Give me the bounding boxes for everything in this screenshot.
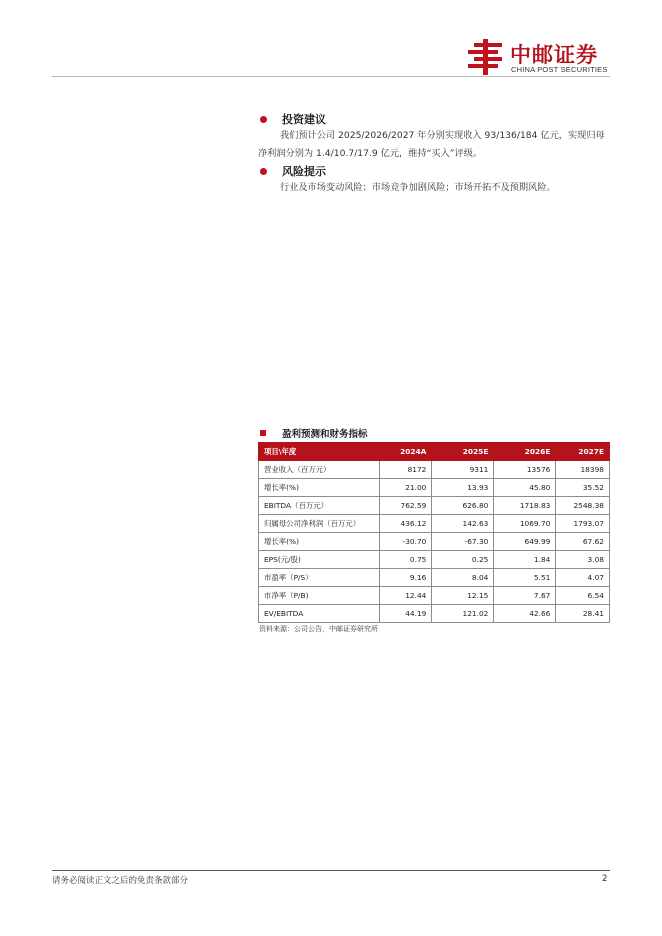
table-cell: 45.80 bbox=[494, 479, 556, 497]
table-cell: 626.80 bbox=[432, 497, 494, 515]
row-label: 市盈率（P/S） bbox=[259, 569, 380, 587]
logo-chinese-name: 中邮证券 bbox=[510, 43, 598, 67]
header-cell: 项目\年度 bbox=[259, 443, 380, 461]
table-row bbox=[259, 479, 610, 497]
row-label: 归属母公司净利润（百万元） bbox=[259, 515, 380, 533]
brand-logo bbox=[466, 38, 612, 76]
bullet-dot-icon bbox=[260, 168, 267, 175]
china-post-logo-icon bbox=[466, 38, 506, 76]
table-cell: 4.07 bbox=[556, 569, 610, 587]
table-cell: 12.15 bbox=[432, 587, 494, 605]
table-cell: 3.08 bbox=[556, 551, 610, 569]
table-cell: 67.62 bbox=[556, 533, 610, 551]
table-cell: 0.75 bbox=[379, 551, 432, 569]
table-row bbox=[259, 605, 610, 623]
table-cell: 9311 bbox=[432, 461, 494, 479]
table-cell: 0.25 bbox=[432, 551, 494, 569]
table-cell: 1718.83 bbox=[494, 497, 556, 515]
table-cell: 1793.07 bbox=[556, 515, 610, 533]
table-cell: 9.16 bbox=[379, 569, 432, 587]
table-cell: 6.54 bbox=[556, 587, 610, 605]
table-cell: 121.02 bbox=[432, 605, 494, 623]
table-cell: 142.63 bbox=[432, 515, 494, 533]
table-cell: 42.66 bbox=[494, 605, 556, 623]
table-cell: 28.41 bbox=[556, 605, 610, 623]
table-cell: 12.44 bbox=[379, 587, 432, 605]
header-cell: 2027E bbox=[556, 443, 610, 461]
investment-title: 投资建议 bbox=[282, 113, 326, 126]
risk-text: 行业及市场变动风险；市场竞争加剧风险；市场开拓不及预期风险。 bbox=[280, 182, 556, 193]
table-cell: 13576 bbox=[494, 461, 556, 479]
table-row bbox=[259, 461, 610, 479]
table-cell: 1.84 bbox=[494, 551, 556, 569]
table-source: 资料来源：公司公告，中邮证券研究所 bbox=[259, 625, 378, 633]
row-label: EBITDA（百万元） bbox=[259, 497, 380, 515]
risk-heading bbox=[258, 163, 610, 179]
forecast-table bbox=[258, 442, 610, 623]
header-cell: 2025E bbox=[432, 443, 494, 461]
row-label: 增长率(%) bbox=[259, 533, 380, 551]
footer-divider bbox=[52, 870, 610, 871]
table-cell: 8172 bbox=[379, 461, 432, 479]
logo-english-name: CHINA POST SECURITIES bbox=[511, 65, 608, 74]
table-row bbox=[259, 497, 610, 515]
header-cell: 2026E bbox=[494, 443, 556, 461]
table-cell: -67.30 bbox=[432, 533, 494, 551]
table-heading bbox=[258, 425, 368, 441]
table-header-row bbox=[259, 443, 610, 461]
table-cell: 44.19 bbox=[379, 605, 432, 623]
row-label: 市净率（P/B) bbox=[259, 587, 380, 605]
header-cell: 2024A bbox=[379, 443, 432, 461]
table-row bbox=[259, 515, 610, 533]
table-row bbox=[259, 569, 610, 587]
footer-disclaimer: 请务必阅读正文之后的免责条款部分 bbox=[52, 876, 189, 886]
row-label: 增长率(%) bbox=[259, 479, 380, 497]
table-cell: 649.99 bbox=[494, 533, 556, 551]
page-number: 2 bbox=[602, 874, 608, 884]
table-cell: 762.59 bbox=[379, 497, 432, 515]
table-cell: 7.67 bbox=[494, 587, 556, 605]
bullet-dot-icon bbox=[260, 116, 267, 123]
table-cell: 5.51 bbox=[494, 569, 556, 587]
table-cell: 35.52 bbox=[556, 479, 610, 497]
table-row bbox=[259, 587, 610, 605]
table-row bbox=[259, 551, 610, 569]
row-label: EV/EBITDA bbox=[259, 605, 380, 623]
bullet-square-icon bbox=[260, 430, 266, 436]
investment-section bbox=[258, 111, 610, 163]
investment-text: 我们预计公司 2025/2026/2027 年分别实现收入 93/136/184 亿元，实现归母净利润分别为 1.4/10.7/17.9 亿元，维持“买入”评级。 bbox=[258, 130, 605, 159]
table-cell: 1069.70 bbox=[494, 515, 556, 533]
table-cell: -30.70 bbox=[379, 533, 432, 551]
table-cell: 2548.38 bbox=[556, 497, 610, 515]
table-cell: 436.12 bbox=[379, 515, 432, 533]
row-label: EPS(元/股) bbox=[259, 551, 380, 569]
table-cell: 13.93 bbox=[432, 479, 494, 497]
risk-title: 风险提示 bbox=[282, 165, 326, 178]
risk-section bbox=[258, 163, 610, 197]
table-cell: 21.00 bbox=[379, 479, 432, 497]
table-row bbox=[259, 533, 610, 551]
table-cell: 8.04 bbox=[432, 569, 494, 587]
row-label: 营业收入（百万元） bbox=[259, 461, 380, 479]
investment-heading bbox=[258, 111, 610, 127]
table-title: 盈利预测和财务指标 bbox=[282, 429, 368, 440]
header-divider bbox=[52, 76, 610, 77]
table-cell: 18398 bbox=[556, 461, 610, 479]
